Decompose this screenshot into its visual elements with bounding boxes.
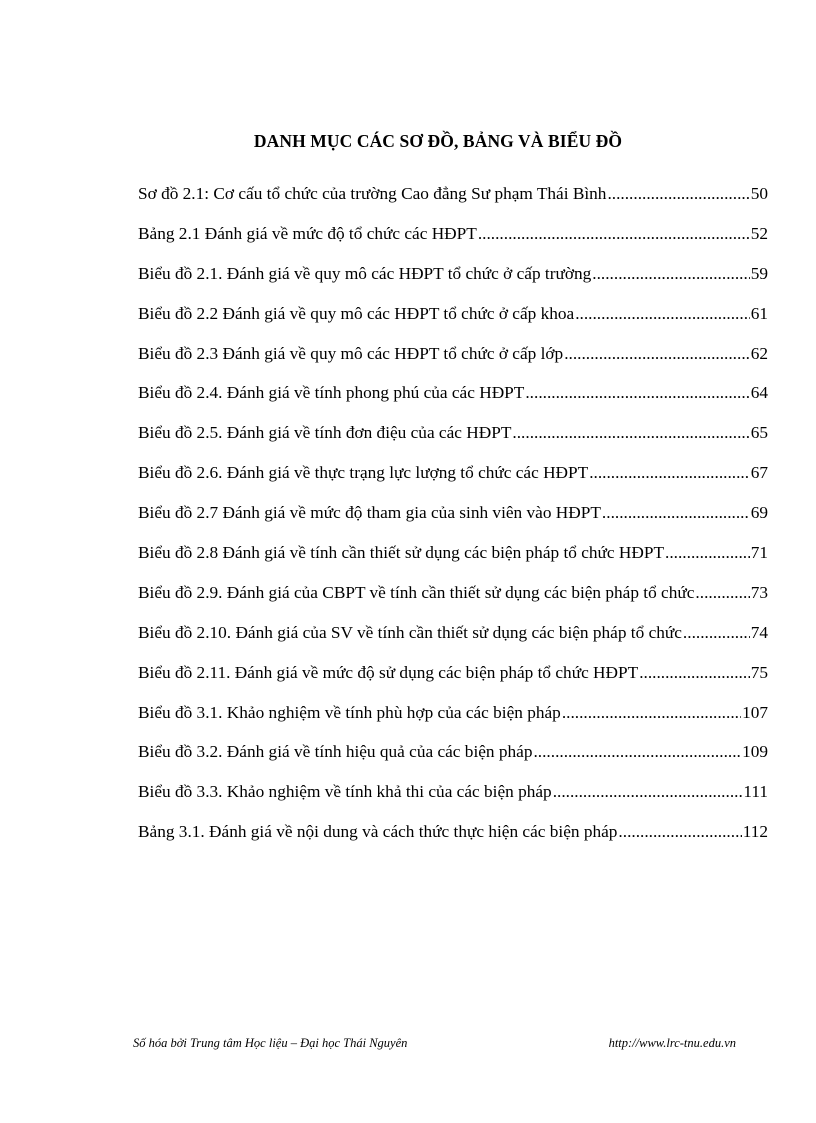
toc-entry [138,341,768,367]
toc-entry [138,221,768,247]
toc-entry [138,420,768,446]
toc-entry-label: Biểu đồ 2.4. Đánh giá về tính phong phú của các HĐPT [138,383,525,403]
toc-entry-page: 67 [750,463,768,483]
toc-leader-dots [553,779,743,805]
toc-entry-label: Biểu đồ 3.2. Đánh giá về tính hiệu quả của các biện pháp [138,742,533,762]
toc-leader-dots [575,301,750,327]
toc-entry-page: 74 [750,622,768,642]
toc-leader-dots [695,580,749,606]
toc-entry [138,301,768,327]
toc-entry-label: Biểu đồ 2.9. Đánh giá của CBPT về tính cần thiết sử dụng các biện pháp tổ chức [138,582,695,602]
toc-entry-page: 65 [750,423,768,443]
toc-entry [138,819,768,845]
toc-entry-page: 59 [750,263,768,283]
footer-url: http://www.lrc-tnu.edu.vn [608,1036,736,1050]
toc-entry [138,540,768,566]
toc-entry [138,460,768,486]
toc-entry-page: 52 [750,223,768,243]
toc-entry-page: 73 [750,582,768,602]
toc-entry [138,660,768,686]
toc-entry-page: 61 [750,303,768,323]
toc-entry-page: 75 [750,662,768,682]
toc-leader-dots [512,420,749,446]
toc-entry-page: 69 [750,503,768,523]
toc-leader-dots [564,341,750,367]
footer-source: Số hóa bởi Trung tâm Học liệu – Đại học Thái Nguyên [133,1036,408,1050]
toc-leader-dots [665,540,750,566]
toc-leader-dots [592,261,749,287]
toc-leader-dots [683,620,750,646]
toc-entry-label: Biểu đồ 2.6. Đánh giá về thực trạng lực lượng tổ chức các HĐPT [138,463,589,483]
toc-entry-label: Bảng 3.1. Đánh giá về nội dung và cách thức thực hiện các biện pháp [138,822,618,842]
toc-entry [138,380,768,406]
toc-entry-label: Biểu đồ 2.11. Đánh giá về mức độ sử dụng các biện pháp tổ chức HĐPT [138,662,639,682]
page-title: DANH MỤC CÁC SƠ ĐỒ, BẢNG VÀ BIỂU ĐỒ [253,131,623,151]
toc-leader-dots [618,819,741,845]
toc-leader-dots [525,380,749,406]
toc-leader-dots [562,700,741,726]
toc-leader-dots [533,739,741,765]
toc-entry-label: Biểu đồ 3.3. Khảo nghiệm về tính khả thi của các biện pháp [138,782,552,802]
table-of-figures [138,181,768,859]
toc-entry [138,739,768,765]
toc-entry-label: Biểu đồ 2.10. Đánh giá của SV về tính cần thiết sử dụng các biện pháp tổ chức [138,622,682,642]
toc-entry-label: Biểu đồ 2.7 Đánh giá về mức độ tham gia của sinh viên vào HĐPT [138,503,601,523]
toc-leader-dots [639,660,750,686]
toc-entry-page: 107 [742,702,768,722]
toc-entry-page: 109 [742,742,768,762]
toc-entry-label: Biểu đồ 2.1. Đánh giá về quy mô các HĐPT tổ chức ở cấp trường [138,263,592,283]
toc-entry-page: 111 [743,782,768,802]
toc-entry [138,181,768,207]
toc-entry-page: 71 [750,543,768,563]
toc-entry-label: Biểu đồ 2.3 Đánh giá về quy mô các HĐPT tổ chức ở cấp lớp [138,343,564,363]
toc-entry-page: 50 [750,184,768,203]
toc-entry-label: Sơ đồ 2.1: Cơ cấu tổ chức của trường Cao đẳng Sư phạm Thái Bình [138,184,607,203]
toc-leader-dots [607,181,749,207]
toc-entry-label: Biểu đồ 3.1. Khảo nghiệm về tính phù hợp của các biện pháp [138,702,561,722]
toc-entry [138,700,768,726]
toc-entry [138,500,768,526]
toc-entry [138,580,768,606]
toc-leader-dots [602,500,750,526]
toc-entry-label: Biểu đồ 2.2 Đánh giá về quy mô các HĐPT tổ chức ở cấp khoa [138,303,575,323]
toc-entry-label: Bảng 2.1 Đánh giá về mức độ tổ chức các HĐPT [138,223,477,243]
toc-entry [138,779,768,805]
toc-leader-dots [478,221,750,247]
toc-entry-page: 62 [750,343,768,363]
toc-entry-page: 64 [750,383,768,403]
toc-entry-label: Biểu đồ 2.8 Đánh giá về tính cần thiết sử dụng các biện pháp tổ chức HĐPT [138,543,665,563]
toc-entry [138,261,768,287]
toc-entry-label: Biểu đồ 2.5. Đánh giá về tính đơn điệu của các HĐPT [138,423,512,443]
toc-entry [138,620,768,646]
toc-leader-dots [589,460,750,486]
toc-entry-page: 112 [742,822,768,842]
